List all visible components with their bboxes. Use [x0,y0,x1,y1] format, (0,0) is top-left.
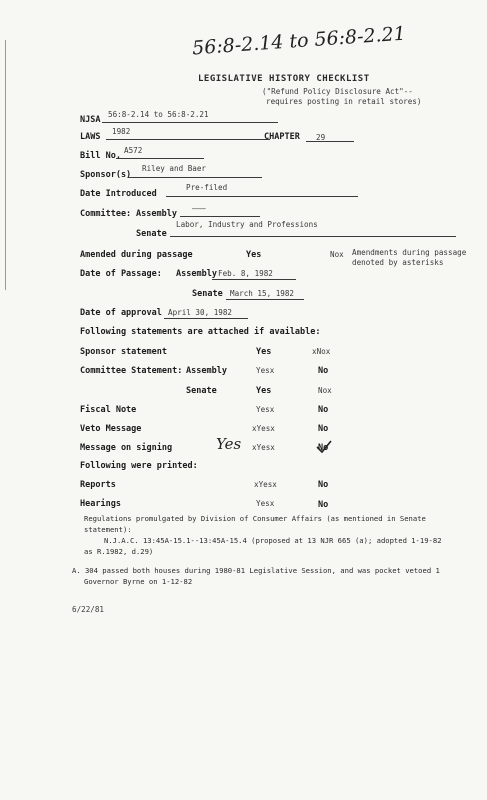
sponsor-statement-yes: Yes [256,347,272,357]
message-signing-label: Message on signing [80,443,173,453]
approval-line [164,318,248,319]
date-introduced-value: Pre-filed [186,183,228,192]
date-introduced-label: Date Introduced [80,189,157,199]
veto-message-no: No [318,424,329,434]
passage-label: Date of Passage: [80,269,162,279]
committee-assembly-line [180,216,260,217]
amended-label: Amended during passage [80,250,193,260]
veto-message-yes: xYesx [252,424,275,433]
committee-senate-value: Labor, Industry and Professions [176,220,318,229]
printed-heading: Following were printed: [80,461,198,471]
njsa-line [102,122,278,123]
committee-assembly-value: ——— [192,204,206,213]
committee-senate-label: Senate [136,229,167,239]
message-signing-handwritten-yes: Yes [216,435,242,453]
checkmark-icon [314,439,334,455]
committee-statement-senate-label: Senate [186,386,217,396]
passage-assembly-label: Assembly [176,269,217,279]
amended-yes: Yes [246,250,262,260]
njsa-label: NJSA [80,115,101,125]
sponsor-statement-label: Sponsor statement [80,347,167,357]
sponsors-line [128,177,262,178]
hearings-label: Hearings [80,499,121,509]
passage-senate-value: March 15, 1982 [230,289,295,298]
laws-line [106,139,270,140]
fiscal-note-yes: Yesx [256,405,275,414]
chapter-line [306,141,354,142]
bill-value: A572 [124,146,143,155]
subtitle-line-2: requires posting in retail stores) [266,97,422,106]
date-introduced-line [166,196,358,197]
laws-label: LAWS [80,132,101,142]
passage-senate-line [226,299,304,300]
sponsors-label: Sponsor(s) [80,170,132,180]
approval-label: Date of approval [80,308,162,318]
sponsors-value: Riley and Baer [142,164,207,173]
sponsor-statement-no: xNox [312,347,331,356]
committee-statement-senate-yes: Yes [256,386,272,396]
handwritten-statute-header: 56:8-2.14 to 56:8-2.21 [191,22,407,60]
committee-statement-assembly-no: No [318,366,329,376]
fiscal-note-label: Fiscal Note [80,405,137,415]
committee-senate-line [170,236,456,237]
bill-line [116,158,204,159]
regulations-line-3: N.J.A.C. 13:45A-15.1--13:45A-15.4 (proposed at 13 NJR 665 (a); adopted 1-19-82 [104,536,442,545]
regulations-line-1: Regulations promulgated by Division of Consumer Affairs (as mentioned in Senate [84,514,426,523]
regulations-line-4: as R.1982, d.29) [84,547,154,556]
committee-statement-assembly-yes: Yesx [256,366,275,375]
amended-note-2: denoted by asterisks [352,258,444,267]
chapter-value: 29 [316,133,326,142]
fiscal-note-no: No [318,405,329,415]
hearings-no: No [318,500,329,510]
passage-assembly-line [212,279,296,280]
committee-assembly-label: Assembly [136,209,177,219]
laws-value: 1982 [112,127,131,136]
subtitle-line-1: ("Refund Policy Disclosure Act"-- [262,87,413,96]
committee-statement-assembly-label: Assembly [186,366,227,376]
veto-message-label: Veto Message [80,424,142,434]
bill-label: Bill No. [80,151,121,161]
footer-date: 6/22/81 [72,605,105,614]
committee-statement-senate-no: Nox [318,386,332,395]
page-title: LEGISLATIVE HISTORY CHECKLIST [198,74,370,84]
reports-yes: xYesx [254,480,277,489]
regulations-line-2: statement): [84,525,132,534]
history-line-1: A. 304 passed both houses during 1980-81 Legislative Session, and was pocket vetoed 1 [72,566,440,575]
message-signing-yes: xYesx [252,443,275,452]
approval-value: April 30, 1982 [168,308,233,317]
committee-label: Committee: [80,209,132,219]
left-margin-mark [5,40,6,290]
attached-heading: Following statements are attached if available: [80,327,321,337]
message-signing-no: No [318,443,329,453]
chapter-label: CHAPTER [264,132,300,142]
njsa-value: 56:8-2.14 to 56:8-2.21 [108,110,209,119]
passage-assembly-value: Feb. 8, 1982 [218,269,273,278]
committee-statement-label: Committee Statement: [80,366,183,376]
history-line-2: Governor Byrne on 1-12-82 [84,577,193,586]
amended-no: Nox [330,250,344,259]
passage-senate-label: Senate [192,289,223,299]
amended-note-1: Amendments during passage [352,248,467,257]
hearings-yes: Yesx [256,499,275,508]
reports-label: Reports [80,480,116,490]
reports-no: No [318,480,329,490]
